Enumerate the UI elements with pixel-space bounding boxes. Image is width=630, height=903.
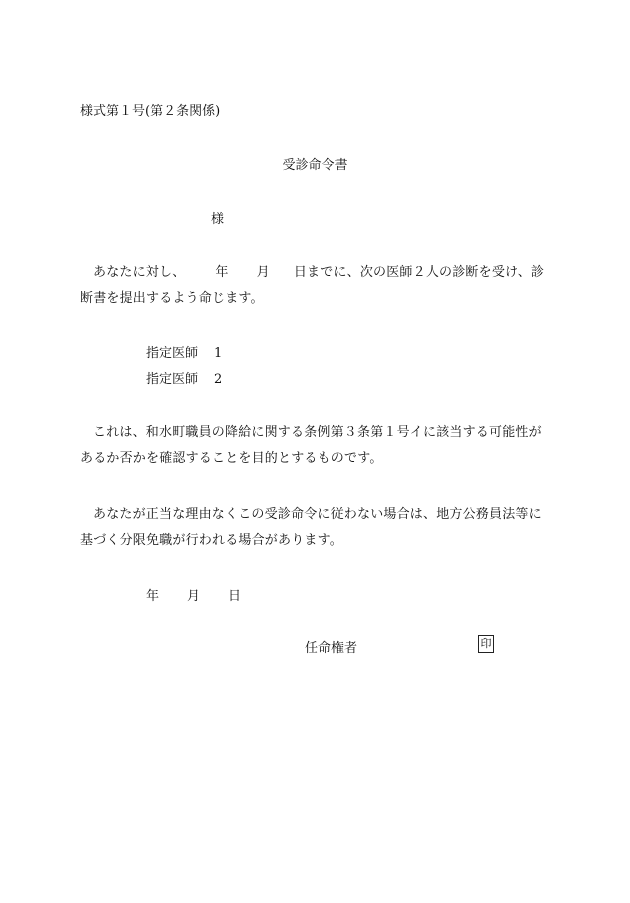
form-number: 様式第１号(第２条関係)	[80, 104, 221, 119]
designated-doctor-1	[146, 346, 222, 362]
deadline-month: 月	[256, 265, 270, 280]
purpose-paragraph	[80, 420, 550, 472]
doctor-number: 2	[214, 372, 223, 387]
deadline-year: 年	[215, 265, 229, 280]
order-paragraph	[80, 260, 550, 312]
warning-paragraph	[80, 502, 550, 554]
issue-date	[146, 585, 241, 604]
issue-year: 年	[146, 589, 160, 604]
addressee-honorific: 様	[211, 212, 225, 227]
appointer-label: 任命権者	[305, 641, 358, 656]
document-title: 受診命令書	[282, 158, 348, 173]
warning-text: あなたが正当な理由なくこの受診命令に従わない場合は、地方公務員法等に基づく分限免職が行われる場合があります。	[80, 507, 542, 548]
issue-month: 月	[187, 589, 201, 604]
doctor-label: 指定医師	[146, 346, 199, 361]
doctor-number: 1	[214, 346, 223, 361]
seal-mark: 印	[478, 635, 494, 653]
doctor-label: 指定医師	[146, 372, 199, 387]
designated-doctor-2	[146, 372, 222, 388]
order-text-part2: 日までに、次の医師２人の診断を受け、診断書を提出するよう命じます。	[80, 265, 545, 306]
issue-day: 日	[228, 589, 242, 604]
order-text-part1: あなたに対し、	[93, 265, 186, 280]
purpose-text: これは、和水町職員の降給に関する条例第３条第１号イに該当する可能性があるか否かを確認することを目的とするものです。	[80, 425, 542, 466]
